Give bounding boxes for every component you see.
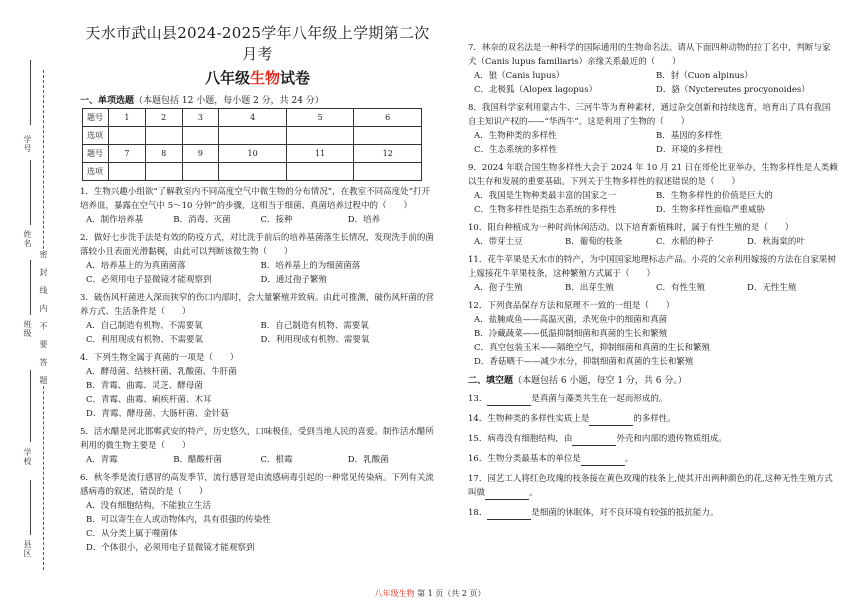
- answer-cell[interactable]: [109, 127, 146, 145]
- subtitle-subject: 生物: [249, 69, 280, 87]
- question-option: B．自己制造有机物、需要氧: [260, 321, 369, 331]
- answer-blank[interactable]: [572, 436, 616, 446]
- answer-blank[interactable]: [589, 416, 633, 426]
- question-option: C．青霉、曲霉、痢疾杆菌、木耳: [86, 395, 212, 405]
- question-option: B．出芽生殖: [565, 283, 614, 293]
- question-option: C．水稻的种子: [656, 237, 714, 247]
- table-cell: 3: [182, 109, 219, 127]
- fill-question-text: 16．生物分类最基本的单位是: [468, 454, 581, 464]
- table-cell: 6: [354, 109, 422, 127]
- fill-question-text: 是真菌与藻类共生在一起而形成的。: [531, 394, 668, 404]
- answer-cell[interactable]: [182, 163, 219, 181]
- answer-table: [82, 108, 422, 181]
- fill-question-text: 13．: [468, 394, 488, 404]
- table-cell: 4: [219, 109, 287, 127]
- fill-question-list: [468, 392, 838, 520]
- left-question-list: [80, 185, 435, 555]
- question-stem: 10．阳台种植成为一种时尚休闲活动。以下培育新植株时，属于有性生殖的是（ ）: [468, 223, 794, 233]
- answer-blank[interactable]: [581, 456, 625, 466]
- question-option: C．真空包装玉米——隔绝空气，抑制细菌和真菌的生长和繁殖: [474, 343, 711, 353]
- question-option: A．生物种类的多样性: [474, 131, 557, 141]
- question-stem: 4．下列生物全属于真菌的一项是（ ）: [80, 353, 239, 363]
- question-stem: 12．下列食品保存方法和原理不一致的一组是（ ）: [468, 301, 675, 311]
- question-option: D．无性生殖: [747, 283, 797, 293]
- question-option: D．青霉、酵母菌、大肠杆菌、金针菇: [86, 409, 229, 419]
- table-row: [83, 145, 422, 163]
- fill-question-text: 是细菌的休眠体，对不良环境有较强的抵抗能力。: [531, 508, 719, 518]
- question-option: C．从分类上属于噬菌体: [86, 529, 178, 539]
- fill-question: [468, 412, 838, 426]
- subtitle-grade: 八年级: [204, 69, 250, 87]
- label-student-id: 学号: [23, 135, 32, 153]
- table-cell: 5: [286, 109, 354, 127]
- question-option: A．我国是生物种类最丰富的国家之一: [474, 191, 617, 201]
- option-row: [468, 69, 838, 83]
- question-option: D．通过孢子繁殖: [260, 275, 327, 285]
- option-row: [468, 203, 838, 217]
- section-2-title: 二、填空题: [468, 376, 514, 386]
- question-option: A．培养基上的为真菌菌落: [86, 261, 186, 271]
- question-option: C．根霉: [260, 455, 293, 465]
- question-option: D．生物多样性面临严重威胁: [656, 205, 765, 215]
- answer-cell[interactable]: [354, 163, 422, 181]
- question-option: D．个体很小，必须用电子显微镜才能观察到: [86, 543, 255, 553]
- table-cell: 2: [145, 109, 182, 127]
- question-option: A．狼（Canis lupus）: [474, 71, 565, 81]
- question-option: A．制作培养基: [86, 215, 144, 225]
- answer-cell[interactable]: [286, 127, 354, 145]
- question-option: C．北极狐（Alopex lagopus）: [474, 85, 598, 95]
- question-stem: 6．秋冬季是流行感冒的高发季节，流行感冒是由流感病毒引起的一种常见传染病。下列有关流感病毒的叙述，错误的是（ ）: [80, 473, 434, 497]
- fill-question: [468, 506, 838, 520]
- option-row: [80, 319, 435, 333]
- table-cell: 7: [109, 145, 146, 163]
- option-row: [468, 235, 838, 249]
- question-option: B．可以寄生在人或动物体内，具有很强的传染性: [86, 515, 271, 525]
- table-label: 题号: [83, 109, 109, 127]
- question-option: A．自己制造有机物、不需要氧: [86, 321, 203, 331]
- question-stem: 3．破伤风杆菌进入深而狭窄的伤口内部时，会大量繁殖并致病。由此可推测，破伤风杆菌的营养方式、生活条件是（ ）: [80, 293, 434, 317]
- fill-question-text: 15．病毒没有细胞结构，由: [468, 434, 573, 444]
- question-option: C．接种: [260, 215, 293, 225]
- fill-question-text: 14．生物种类的多样性实质上是: [468, 414, 590, 424]
- question-option: A．酵母菌、结核杆菌、乳酸菌、牛肝菌: [86, 367, 237, 377]
- question-option: B．葡萄的枝条: [565, 237, 623, 247]
- answer-cell[interactable]: [109, 163, 146, 181]
- page-footer: [0, 588, 860, 599]
- fill-question-text: 17．园艺工人将红色玫瑰的枝条接在黄色玫瑰的枝条上,使其开出两种颜色的花,这种无性生殖方式叫做: [468, 474, 833, 498]
- table-row: [83, 127, 422, 145]
- answer-cell[interactable]: [145, 127, 182, 145]
- exam-subtitle: [80, 67, 435, 88]
- answer-blank[interactable]: [485, 490, 529, 500]
- right-question-list: [468, 41, 838, 369]
- question-option: C．必须用电子显微镜才能观察到: [86, 275, 212, 285]
- question-option: B．基因的多样性: [656, 131, 722, 141]
- footer-grade: 八年级: [374, 589, 399, 598]
- option-row: [468, 189, 838, 203]
- section-2-header: [468, 373, 838, 386]
- question-option: A．带芽土豆: [474, 237, 523, 247]
- question-option: D．香菇晒干——减少水分，抑制细菌和真菌的生长和繁殖: [474, 357, 694, 367]
- answer-cell[interactable]: [219, 127, 287, 145]
- question-option: A．青霉: [86, 455, 118, 465]
- table-label: 选项: [83, 127, 109, 145]
- question-option: A．盐腌咸鱼——高温灭菌，杀死鱼中的细菌和真菌: [474, 315, 668, 325]
- fill-question: [468, 432, 838, 446]
- question-stem: 1．生物兴趣小组欲“了解教室内不同高度空气中微生物的分布情况”，在教室不同高度处“打开培养皿，暴露在空气中 5～10 分钟”的步骤，这相当于细菌、真菌培养过程中的（ ）: [80, 187, 430, 211]
- answer-cell[interactable]: [354, 127, 422, 145]
- table-cell: 11: [286, 145, 354, 163]
- section-1-title: 一、单项选题: [80, 96, 135, 106]
- left-column: [80, 22, 435, 555]
- question-option: D．环境的多样性: [656, 145, 723, 155]
- question-option: B．消毒、灭菌: [173, 215, 231, 225]
- question-stem: 8．我国科学家利用蒙古牛、三河牛等为育种素材，通过杂交创新和持续选育，培育出了具有我国自主知识产权的——“华西牛”。这是利用了生物的（ ）: [468, 103, 831, 127]
- subtitle-suffix: 试卷: [280, 69, 311, 87]
- fill-question-text: 的多样性。: [633, 414, 676, 424]
- option-row: [80, 273, 435, 287]
- answer-cell[interactable]: [219, 163, 287, 181]
- table-label: 题号: [83, 145, 109, 163]
- section-1-header: [80, 93, 435, 106]
- question-option: B．培养基上的为细菌菌落: [260, 261, 361, 271]
- seal-text: 密 封 线 内 不 要 答 题: [39, 250, 48, 385]
- question-option: D．貉（Nyctereutes procyonoides）: [656, 85, 810, 95]
- option-row: [468, 281, 838, 295]
- question-stem: 5．活水醋是河北邯郸武安的特产，历史悠久，口味极佳，受到当地人民的喜爱。制作活水醋所利用的微生物主要是（ ）: [80, 427, 434, 451]
- question-option: B．醋酸杆菌: [173, 455, 222, 465]
- fill-question: [468, 472, 838, 500]
- section-2-note: （本题包括 6 小题，每空 1 分，共 6 分。）: [513, 376, 687, 386]
- question-option: C．有性生殖: [656, 283, 706, 293]
- table-label: 选项: [83, 163, 109, 181]
- footer-subject: 生物: [398, 589, 415, 598]
- option-row: [80, 453, 435, 467]
- label-county: 县区: [23, 540, 32, 558]
- table-row: [83, 109, 422, 127]
- question-stem: 11．花牛苹果是天水市的特产，为中国国家地理标志产品。小亮的父亲利用嫁接的方法在自家果树上嫁接花牛苹果枝条，这种繁殖方式属于（ ）: [468, 255, 836, 279]
- exam-title: 天水市武山县2024-2025学年八年级上学期第二次月考: [85, 24, 430, 63]
- question-option: A．没有细胞结构，不能独立生活: [86, 501, 212, 511]
- answer-blank[interactable]: [487, 396, 531, 406]
- answer-cell[interactable]: [286, 163, 354, 181]
- option-row: [80, 213, 435, 227]
- question-option: C．利用现成有机物、不需要氧: [86, 335, 204, 345]
- question-option: B．生物多样性的价值是巨大的: [656, 191, 773, 201]
- answer-blank[interactable]: [487, 510, 531, 520]
- question-option: D．培养: [347, 215, 381, 225]
- table-cell: 12: [354, 145, 422, 163]
- option-row: [80, 259, 435, 273]
- fill-question-text: 外壳和内部的遗传物质组成。: [616, 434, 727, 444]
- question-option: B．青霉、曲霉、灵芝、酵母菌: [86, 381, 203, 391]
- fill-question: [468, 392, 838, 406]
- option-row: [468, 129, 838, 143]
- question-stem: 7．林奈的双名法是一种科学的国际通用的生物命名法。请从下面四种动物的拉丁名中，判断与家犬（Canis lupus familiaris）亲缘关系最近的（ ）: [468, 43, 831, 67]
- label-class: 班级: [23, 320, 32, 338]
- option-row: [468, 143, 838, 157]
- table-cell: 8: [145, 145, 182, 163]
- question-stem: 9．2024 年联合国生物多样性大会于 2024 年 10 月 21 日在哥伦比亚举办，生物多样性是人类赖以生存和发展的重要基础。下列关于生物多样性的叙述错误的是（ ）: [468, 163, 838, 187]
- fill-question-text: 。: [529, 488, 538, 498]
- right-column: [468, 37, 838, 520]
- question-option: D．乳酸菌: [347, 455, 389, 465]
- table-cell: 9: [182, 145, 219, 163]
- option-row: [80, 333, 435, 347]
- question-option: A．孢子生殖: [474, 283, 523, 293]
- fill-question: [468, 452, 838, 466]
- table-row: [83, 163, 422, 181]
- answer-cell[interactable]: [182, 127, 219, 145]
- label-name: 姓名: [23, 230, 32, 248]
- binding-margin: [0, 0, 60, 607]
- label-school: 学校: [23, 448, 32, 466]
- section-1-note: （本题包括 12 小题，每小题 2 分，共 24 分）: [134, 96, 324, 106]
- question-option: B．冷藏蔬菜——低温抑制细菌和真菌的生长和繁殖: [474, 329, 668, 339]
- option-row: [468, 83, 838, 97]
- question-option: C．生态系统的多样性: [474, 145, 558, 155]
- fill-question-text: 18．: [468, 508, 488, 518]
- answer-cell[interactable]: [145, 163, 182, 181]
- question-option: D．利用现成有机物、需要氧: [260, 335, 370, 345]
- table-cell: 1: [109, 109, 146, 127]
- question-option: C．生物多样性是指生态系统的多样性: [474, 205, 617, 215]
- question-option: D．秋海棠的叶: [747, 237, 805, 247]
- table-cell: 10: [219, 145, 287, 163]
- question-option: B．豺（Cuon alpinus）: [656, 71, 753, 81]
- question-stem: 2．做好七步洗手法是有效的防疫方式，对比洗手前后的培养基菌落生长情况，发现洗手前的菌落较小且表面光滑黏稠，由此可以判断该微生物（ ）: [80, 233, 434, 257]
- fill-question-text: 。: [624, 454, 634, 464]
- footer-page: 第 1 页（共 2 页）: [417, 589, 486, 598]
